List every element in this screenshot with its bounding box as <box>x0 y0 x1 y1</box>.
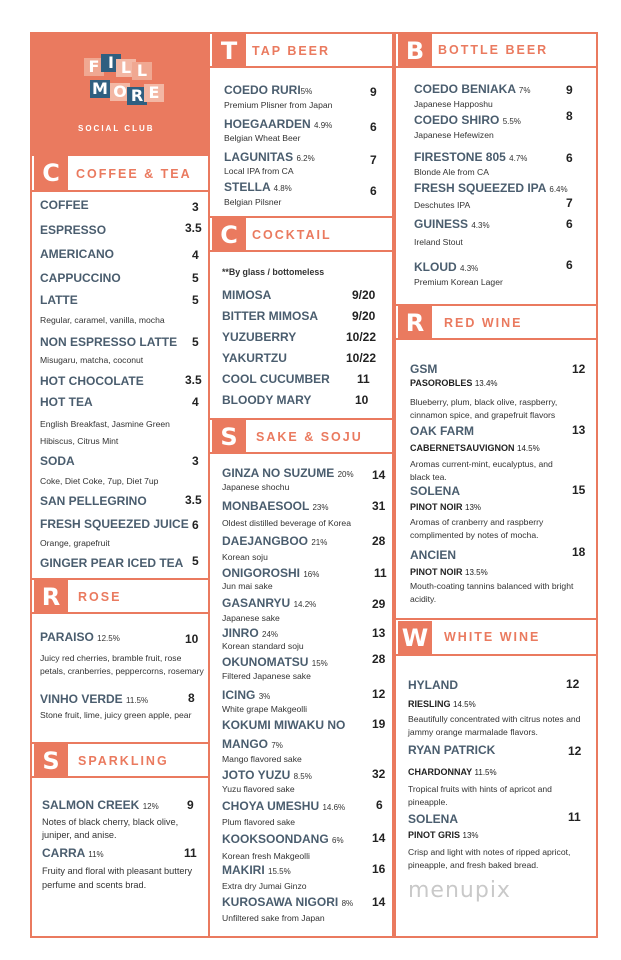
item-abv: 23% <box>312 503 329 512</box>
menu-item-price: 9 <box>187 798 194 812</box>
sparkling-title: SPARKLING <box>78 754 169 768</box>
logo-letter: R <box>127 87 147 105</box>
wine-varietal <box>410 443 540 453</box>
menu-item-price: 14 <box>372 468 386 482</box>
cocktail-section <box>208 250 394 420</box>
menu-item-price: 3.5 <box>185 221 202 235</box>
menu-item-name <box>222 534 327 548</box>
sake-letter: S <box>212 420 246 454</box>
item-abv: 4.3% <box>460 264 479 273</box>
menu-item-name <box>42 846 104 860</box>
coffee-letter: C <box>34 156 68 190</box>
item-name: GINZA NO SUZUME <box>222 466 335 480</box>
menu-item-desc: Mouth-coating tannins balanced with bright acidity. <box>410 581 574 604</box>
watermark: menupix <box>408 878 511 903</box>
menu-item-name <box>40 692 148 706</box>
menu-item-name: CAPPUCCINO <box>40 271 121 285</box>
item-abv: 14.5% <box>517 444 540 453</box>
menu-item-desc: Coke, Diet Coke, 7up, Diet 7up <box>40 476 159 486</box>
item-name: KLOUD <box>414 260 457 274</box>
menu-item-desc: Regular, caramel, vanilla, mocha <box>40 315 165 325</box>
menu-item-price: 11 <box>374 566 387 580</box>
wine-varietal <box>408 767 497 777</box>
menu-item-desc: Jun mai sake <box>222 581 273 591</box>
menu-item-name <box>414 82 530 96</box>
item-abv: 7% <box>271 741 283 750</box>
white-title: WHITE WINE <box>444 630 541 644</box>
menu-item-price: 16 <box>372 862 386 876</box>
menu-item-desc: Blonde Ale from CA <box>414 167 489 177</box>
menu-item-name: BLOODY MARY <box>222 393 312 407</box>
item-abv: 5.5% <box>502 117 521 126</box>
item-abv: 4.3% <box>471 221 490 230</box>
item-abv: 4.7% <box>509 154 528 163</box>
item-name: ICING <box>222 688 256 702</box>
menu-item-desc: White grape Makgeolli <box>222 704 308 714</box>
menu-item-name <box>222 895 353 909</box>
item-abv: 13% <box>462 831 479 840</box>
menu-item-name: HOT CHOCOLATE <box>40 374 144 388</box>
menu-item-name <box>224 83 312 97</box>
menu-item-desc: Korean soju <box>222 552 268 562</box>
menu-item-price: 11 <box>568 810 581 824</box>
menu-item-name: HYLAND <box>408 678 458 692</box>
item-abv: 8.5% <box>293 772 312 781</box>
menu-item-name <box>224 150 315 164</box>
menu-item-name <box>414 150 527 164</box>
item-name: DAEJANGBOO <box>222 534 309 548</box>
varietal-name: PINOT NOIR <box>410 502 463 512</box>
red-title: RED WINE <box>444 316 523 330</box>
menu-item-price: 5 <box>192 335 199 349</box>
menu-item-desc: Extra dry Jumai Ginzo <box>222 881 307 891</box>
cocktail-header <box>208 216 394 252</box>
menu-item-price: 7 <box>370 153 377 167</box>
menu-item-price: 13 <box>572 423 586 437</box>
menu-item-name <box>222 768 312 782</box>
menu-item-name <box>42 798 159 812</box>
item-name: ONIGOROSHI <box>222 566 301 580</box>
menu-item-desc: Ireland Stout <box>414 237 463 247</box>
menu-item-price: 3 <box>192 454 199 468</box>
menu-item-name: SOLENA <box>408 812 459 826</box>
menu-item-name: MIMOSA <box>222 288 272 302</box>
menu-item-price: 15 <box>572 483 586 497</box>
logo-letter: L <box>116 59 136 77</box>
menu-item-desc: Japanese Hefewizen <box>414 130 494 140</box>
menu-item-name: YAKURTZU <box>222 351 287 365</box>
item-abv: 12.5% <box>97 634 120 643</box>
logo-letter: O <box>110 83 130 101</box>
item-abv: 12% <box>142 802 159 811</box>
item-name: MAKIRI <box>222 863 265 877</box>
red-header <box>394 304 598 340</box>
bottle-letter: B <box>398 34 432 68</box>
wine-varietal <box>408 699 476 709</box>
item-name: MONBAESOOL <box>222 499 310 513</box>
menu-item-desc: Belgian Pilsner <box>224 197 282 207</box>
menu-item-price: 13 <box>372 626 386 640</box>
menu-item-name: NON ESPRESSO LATTE <box>40 335 178 349</box>
menu-item-desc: Belgian Wheat Beer <box>224 133 301 143</box>
tap-section <box>208 66 394 218</box>
item-name: KUROSAWA NIGORI <box>222 895 339 909</box>
menu-item-desc: Korean standard soju <box>222 641 304 651</box>
menu-item-price: 4 <box>192 248 199 262</box>
item-abv: 13.5% <box>465 568 488 577</box>
menu-item-name <box>222 737 283 751</box>
varietal-name: CHARDONNAY <box>408 767 473 777</box>
item-abv: 5% <box>300 87 313 96</box>
sparkling-header <box>30 742 210 778</box>
menu-item-price: 12 <box>572 362 586 376</box>
menu-item-name: FRESH SQUEEZED JUICE <box>40 517 189 531</box>
menu-item-name <box>414 217 490 231</box>
sake-section <box>208 452 394 938</box>
menu-item-name: ESPRESSO <box>40 223 107 237</box>
menu-item-name: SODA <box>40 454 75 468</box>
menu-item-name: SAN PELLEGRINO <box>40 494 147 508</box>
varietal-name: RIESLING <box>408 699 451 709</box>
menu-item-name: LATTE <box>40 293 78 307</box>
menu-item-name <box>222 688 270 702</box>
menu-item-desc: Stone fruit, lime, juicy green apple, pear <box>40 710 192 720</box>
item-abv: 14.6% <box>322 803 346 812</box>
menu-item-name <box>222 655 328 669</box>
menu-item-desc: Mango flavored sake <box>222 754 302 764</box>
menu-item-price: 6 <box>566 151 573 165</box>
menu-item-desc: Premium Korean Lager <box>414 277 503 287</box>
menu-item-price: 3.5 <box>185 373 202 387</box>
menu-item-price: 10 <box>185 632 199 646</box>
item-name: GASANRYU <box>222 596 291 610</box>
menu-item-price: 3 <box>192 200 199 214</box>
menu-item-name: BITTER MIMOSA <box>222 309 318 323</box>
menu-item-price: 31 <box>372 499 386 513</box>
menu-item-name: KOKUMI MIWAKU NO <box>222 718 346 732</box>
menu-item-name <box>222 799 345 813</box>
menu-item-name: GSM <box>410 362 438 376</box>
menu-item-price: 9 <box>566 83 573 97</box>
item-abv: 6.2% <box>296 154 315 163</box>
item-name: PARAISO <box>40 630 94 644</box>
menu-item-price: 32 <box>372 767 386 781</box>
coffee-section <box>30 190 210 580</box>
bottle-title: BOTTLE BEER <box>438 43 549 57</box>
sparkling-letter: S <box>34 744 68 778</box>
white-letter: W <box>398 621 432 655</box>
menu-item-price: 14 <box>372 895 386 909</box>
menu-item-desc: Japanese Happoshu <box>414 99 493 109</box>
item-abv: 4.9% <box>314 121 333 130</box>
logo-tagline: SOCIAL CLUB <box>78 124 155 133</box>
item-abv: 15% <box>311 659 328 668</box>
bottle-section <box>394 66 598 306</box>
item-name: STELLA <box>224 180 271 194</box>
menu-item-price: 6 <box>566 217 573 231</box>
item-abv: 6% <box>332 836 344 845</box>
menu-item-desc: Yuzu flavored sake <box>222 784 295 794</box>
varietal-name: PINOT GRIS <box>408 830 461 840</box>
menu-item-desc: Juicy red cherries, bramble fruit, rose petals, cranberries, peppercorns, rosemary <box>40 653 204 676</box>
menu-item-price: 10/22 <box>346 351 377 365</box>
menu-item-desc: Beautifully concentrated with citrus notes and jammy orange marmalade flavors. <box>408 714 581 737</box>
item-abv: 20% <box>337 470 354 479</box>
red-letter: R <box>398 306 432 340</box>
item-abv: 7% <box>518 86 531 95</box>
menu-item-name: YUZUBERRY <box>222 330 297 344</box>
menu-item-desc: Hibiscus, Citrus Mint <box>40 436 119 446</box>
item-abv: 13% <box>465 503 482 512</box>
item-abv: 8% <box>341 899 354 908</box>
sparkling-section <box>30 776 210 938</box>
menu-item-desc: Aromas current-mint, eucalyptus, and black tea. <box>410 459 553 482</box>
item-abv: 11% <box>88 850 104 859</box>
item-abv: 16% <box>303 570 320 579</box>
tap-letter: T <box>212 34 246 68</box>
menu-item-desc: Japanese shochu <box>222 482 290 492</box>
logo-block <box>30 32 210 154</box>
cocktail-title: COCKTAIL <box>252 228 332 242</box>
menu-item-name: OAK FARM <box>410 424 474 438</box>
item-abv: 4.8% <box>273 184 292 193</box>
logo-letter: E <box>144 84 164 102</box>
menu-item-name: GINGER PEAR ICED TEA <box>40 556 184 570</box>
item-name: COEDO RURI <box>224 83 301 97</box>
rose-header <box>30 578 210 614</box>
menu-item-name: SOLENA <box>410 484 461 498</box>
menu-item-price: 18 <box>572 545 586 559</box>
menu-item-desc: Crisp and light with notes of ripped apricot, pineapple, and fresh baked bread. <box>408 847 571 870</box>
cocktail-letter: C <box>212 218 246 252</box>
menu-item-price: 6 <box>566 258 573 272</box>
item-abv: 13.4% <box>474 379 498 388</box>
menu-item-name: RYAN PATRICK <box>408 743 496 757</box>
item-name: HOEGAARDEN <box>224 117 311 131</box>
item-name: CHOYA UMESHU <box>222 799 320 813</box>
rose-section <box>30 612 210 744</box>
menu-item-price: 3.5 <box>185 493 202 507</box>
item-abv: 24% <box>262 630 279 639</box>
menu-item-price: 4 <box>192 395 199 409</box>
menu-item-price: 11 <box>184 846 197 860</box>
menu-item-desc: Japanese sake <box>222 613 280 623</box>
menu-item-price: 10 <box>355 393 369 407</box>
menu-item-desc: Notes of black cherry, black olive, juniper, and anise. <box>42 817 179 840</box>
menu-item-name: COFFEE <box>40 198 89 212</box>
menu-item-name <box>222 466 354 480</box>
item-abv: 11.5% <box>474 768 497 777</box>
logo-letter: L <box>132 62 152 80</box>
logo-letter: M <box>90 80 110 98</box>
item-name: LAGUNITAS <box>224 150 294 164</box>
item-name: JOTO YUZU <box>222 768 291 782</box>
white-header <box>394 618 598 656</box>
red-section <box>394 338 598 620</box>
menu-item-desc: Unfiltered sake from Japan <box>222 913 325 923</box>
menu-item-desc: Oldest distilled beverage of Korea <box>222 518 351 528</box>
item-name: CARRA <box>42 846 85 860</box>
menu-item-desc: Blueberry, plum, black olive, raspberry, cinnamon spice, and grapefruit flavors <box>410 397 558 420</box>
menu-item-price: 10/22 <box>346 330 377 344</box>
menu-item-price: 7 <box>566 196 573 210</box>
tap-title: TAP BEER <box>252 44 331 58</box>
menu-item-desc: Deschutes IPA <box>414 200 471 210</box>
menu-item-name <box>222 566 319 580</box>
varietal-name: CABERNETSAUVIGNON <box>410 443 515 453</box>
menu-item-name <box>222 863 291 877</box>
menu-item-price: 9 <box>370 85 377 99</box>
coffee-title: COFFEE & TEA <box>76 167 192 181</box>
menu-item-price: 6 <box>370 184 377 198</box>
item-name: VINHO VERDE <box>40 692 123 706</box>
item-name: SALMON CREEK <box>42 798 140 812</box>
menu-item-name <box>40 630 120 644</box>
varietal-name: PASOROBLES <box>410 378 473 388</box>
menu-item-price: 9/20 <box>352 309 376 323</box>
menu-item-name <box>224 117 332 131</box>
menu-item-name <box>222 626 278 640</box>
menu-item-desc: Korean fresh Makgeolli <box>222 851 310 861</box>
item-abv: 21% <box>311 538 328 547</box>
menu-item-price: 28 <box>372 534 386 548</box>
menu-item-desc: Tropical fruits with hints of apricot and pineapple. <box>408 784 552 807</box>
item-abv: 3% <box>258 692 271 701</box>
menu-item-price: 28 <box>372 652 386 666</box>
item-abv: 14.5% <box>453 700 476 709</box>
logo-letter: I <box>101 54 121 72</box>
rose-title: ROSE <box>78 590 122 604</box>
menu-item-price: 5 <box>192 293 199 307</box>
menu-item-price: 5 <box>192 271 199 285</box>
item-name: OKUNOMATSU <box>222 655 309 669</box>
coffee-header <box>30 154 210 192</box>
menu-item-price: 5 <box>192 554 199 568</box>
wine-varietal <box>410 502 481 512</box>
menu-item-desc: Filtered Japanese sake <box>222 671 311 681</box>
menu-item-price: 9/20 <box>352 288 376 302</box>
wine-varietal <box>410 378 498 388</box>
menu-item-name: HOT TEA <box>40 395 93 409</box>
sake-title: SAKE & SOJU <box>256 430 363 444</box>
item-name: KOOKSOONDANG <box>222 832 329 846</box>
menu-item-price: 6 <box>376 798 383 812</box>
menu-item-desc: Misugaru, matcha, coconut <box>40 355 144 365</box>
item-name: FRESH SQUEEZED IPA <box>414 181 547 195</box>
wine-varietal <box>408 830 479 840</box>
item-abv: 14.2% <box>293 600 317 609</box>
menu-item-price: 6 <box>192 518 199 532</box>
item-name: FIRESTONE 805 <box>414 150 506 164</box>
menu-item-name <box>414 260 478 274</box>
menu-item-desc: Orange, grapefruit <box>40 538 110 548</box>
item-name: COEDO SHIRO <box>414 113 500 127</box>
item-name: COEDO BENIAKA <box>414 82 516 96</box>
menu-item-price: 19 <box>372 717 386 731</box>
menu-item-name: ANCIEN <box>410 548 457 562</box>
menu-item-desc: Premium Plisner from Japan <box>224 100 333 110</box>
item-name: GUINESS <box>414 217 469 231</box>
tap-header <box>208 32 394 68</box>
menu-item-name <box>414 181 568 195</box>
menu-item-desc: Plum flavored sake <box>222 817 296 827</box>
menu-item-price: 11 <box>357 372 370 386</box>
menu-item-name <box>222 499 328 513</box>
wine-varietal <box>410 567 488 577</box>
menu-item-name <box>222 596 316 610</box>
item-abv: 6.4% <box>549 185 568 194</box>
cocktail-note: **By glass / bottomeless <box>222 267 325 277</box>
menu-item-desc: Local IPA from CA <box>224 166 294 176</box>
menu-item-desc: English Breakfast, Jasmine Green <box>40 419 170 429</box>
bottle-header <box>394 32 598 68</box>
rose-letter: R <box>34 580 68 614</box>
menu-item-name <box>222 832 344 846</box>
menu-item-price: 6 <box>370 120 377 134</box>
item-name: JINRO <box>222 626 259 640</box>
item-abv: 15.5% <box>268 867 291 876</box>
menu-item-price: 29 <box>372 597 386 611</box>
menu-item-price: 12 <box>566 677 580 691</box>
menu-item-name <box>224 180 292 194</box>
sake-header <box>208 418 394 454</box>
item-abv: 11.5% <box>126 696 149 705</box>
menu-item-desc: Fruity and floral with pleasant buttery perfume and scents brad. <box>42 866 193 890</box>
white-section <box>394 654 598 938</box>
menu-item-price: 12 <box>372 687 386 701</box>
varietal-name: PINOT NOIR <box>410 567 463 577</box>
menu-item-name: AMERICANO <box>40 247 114 261</box>
menu-item-price: 12 <box>568 744 582 758</box>
menu-item-price: 8 <box>188 691 195 705</box>
logo-letter: F <box>84 58 104 76</box>
menu-item-name: COOL CUCUMBER <box>222 372 330 386</box>
item-name: MANGO <box>222 737 268 751</box>
menu-item-desc: Aromas of cranberry and raspberry complimented by notes of mocha. <box>410 517 544 540</box>
menu-item-price: 8 <box>566 109 573 123</box>
menu-item-price: 14 <box>372 831 386 845</box>
menu-item-name <box>414 113 521 127</box>
